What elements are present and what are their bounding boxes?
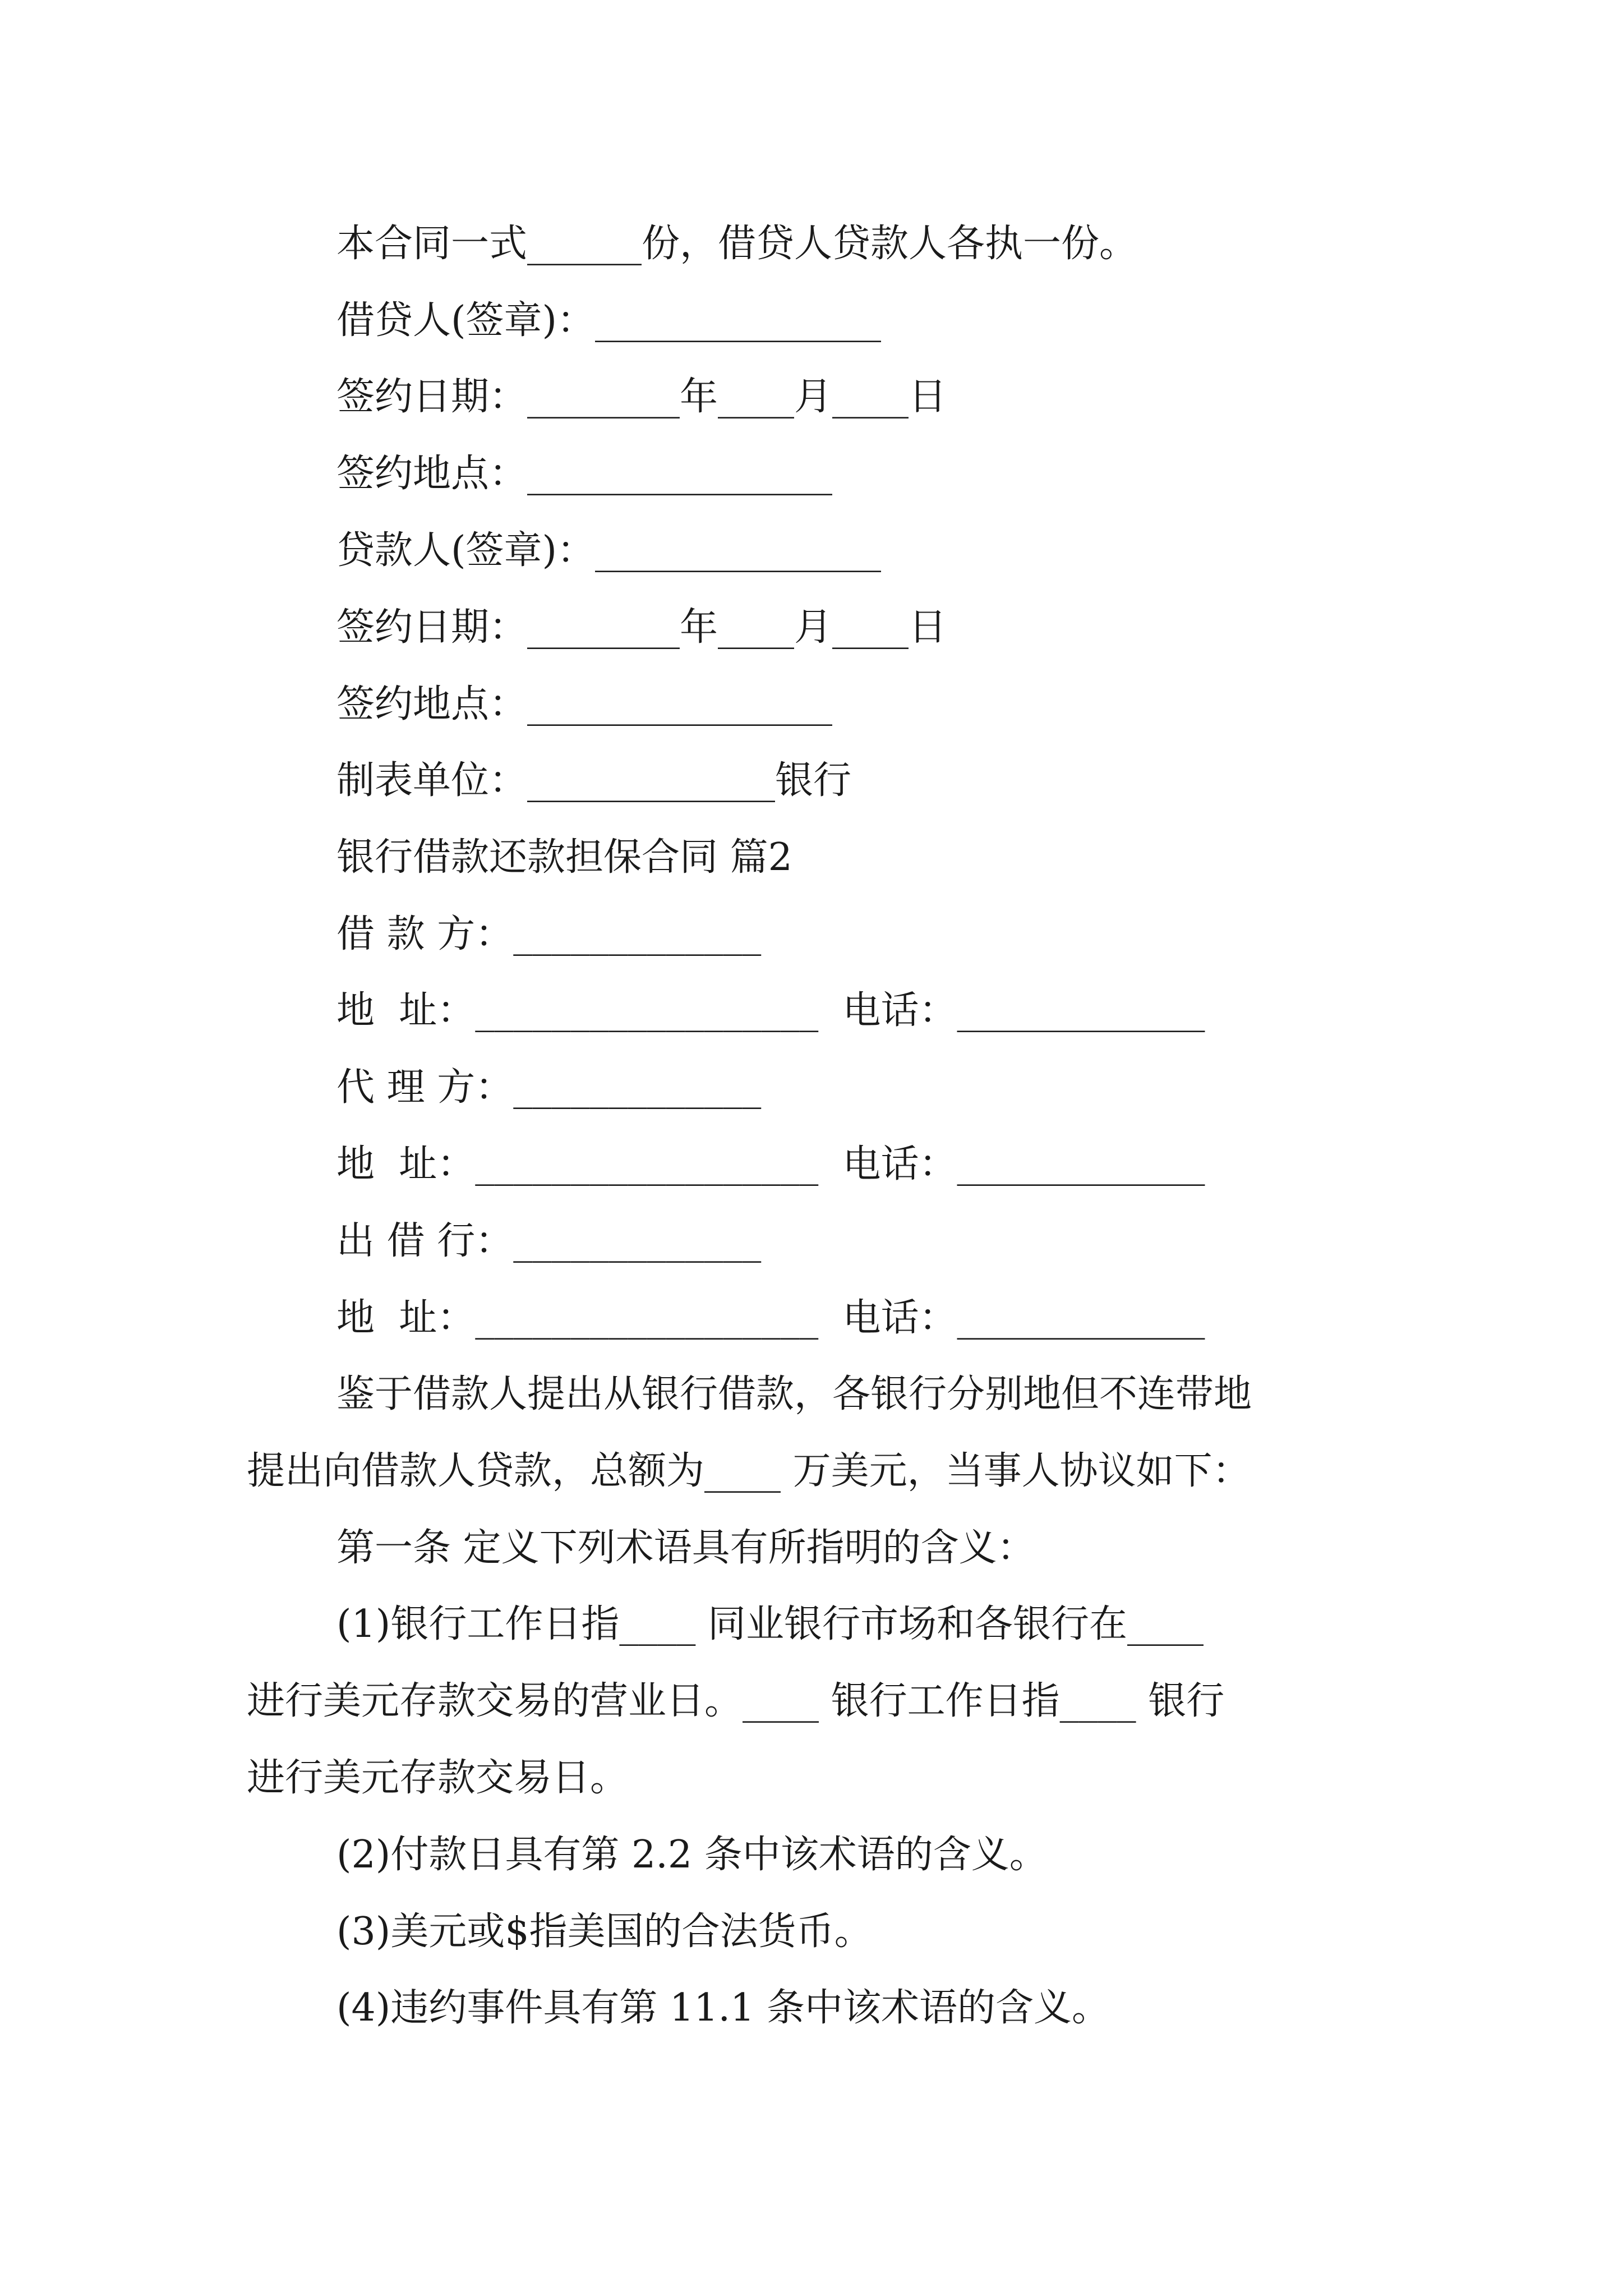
lending-bank-line: 出 借 行：_____________ (336, 1219, 762, 1263)
definition-1-line-1: (1)银行工作日指____ 同业银行市场和各银行在____ (336, 1602, 1204, 1646)
definition-2: (2)付款日具有第 2.2 条中该术语的含义。 (336, 1833, 1048, 1877)
lender-signature-line: 贷款人(签章)：_______________ (336, 528, 882, 573)
lender-place-line: 签约地点：________________ (336, 682, 833, 726)
recital-paragraph-line-2: 提出向借款人贷款，总额为____ 万美元，当事人协议如下： (247, 1449, 1251, 1493)
copies-line: 本合同一式______份，借贷人贷款人各执一份。 (336, 222, 1138, 266)
agent-party-line: 代 理 方：_____________ (336, 1065, 762, 1110)
agent-address-line: 地 址：__________________ 电话：_____________ (336, 1142, 1205, 1186)
definition-4: (4)违约事件具有第 11.1 条中该术语的含义。 (336, 1986, 1110, 2030)
borrower-signature-line: 借贷人(签章)：_______________ (336, 298, 882, 343)
definition-1-line-3: 进行美元存款交易日。 (247, 1756, 629, 1800)
issuing-unit-line: 制表单位：_____________银行 (336, 758, 852, 803)
borrower-address-line: 地 址：__________________ 电话：_____________ (336, 988, 1205, 1033)
recital-paragraph-line-1: 鉴于借款人提出从银行借款，各银行分别地但不连带地 (336, 1372, 1252, 1416)
lending-bank-address-line: 地 址：__________________ 电话：_____________ (336, 1296, 1205, 1340)
borrower-date-line: 签约日期：________年____月____日 (336, 375, 947, 419)
section-title: 银行借款还款担保合同 篇2 (336, 835, 792, 880)
definition-1-line-2: 进行美元存款交易的营业日。____ 银行工作日指____ 银行 (247, 1679, 1225, 1723)
borrower-place-line: 签约地点：________________ (336, 452, 833, 496)
borrower-party-line: 借 款 方：_____________ (336, 912, 762, 956)
article-one-heading: 第一条 定义下列术语具有所指明的含义： (336, 1526, 1035, 1570)
lender-date-line: 签约日期：________年____月____日 (336, 605, 947, 650)
definition-3: (3)美元或$指美国的合法货币。 (336, 1910, 873, 1954)
